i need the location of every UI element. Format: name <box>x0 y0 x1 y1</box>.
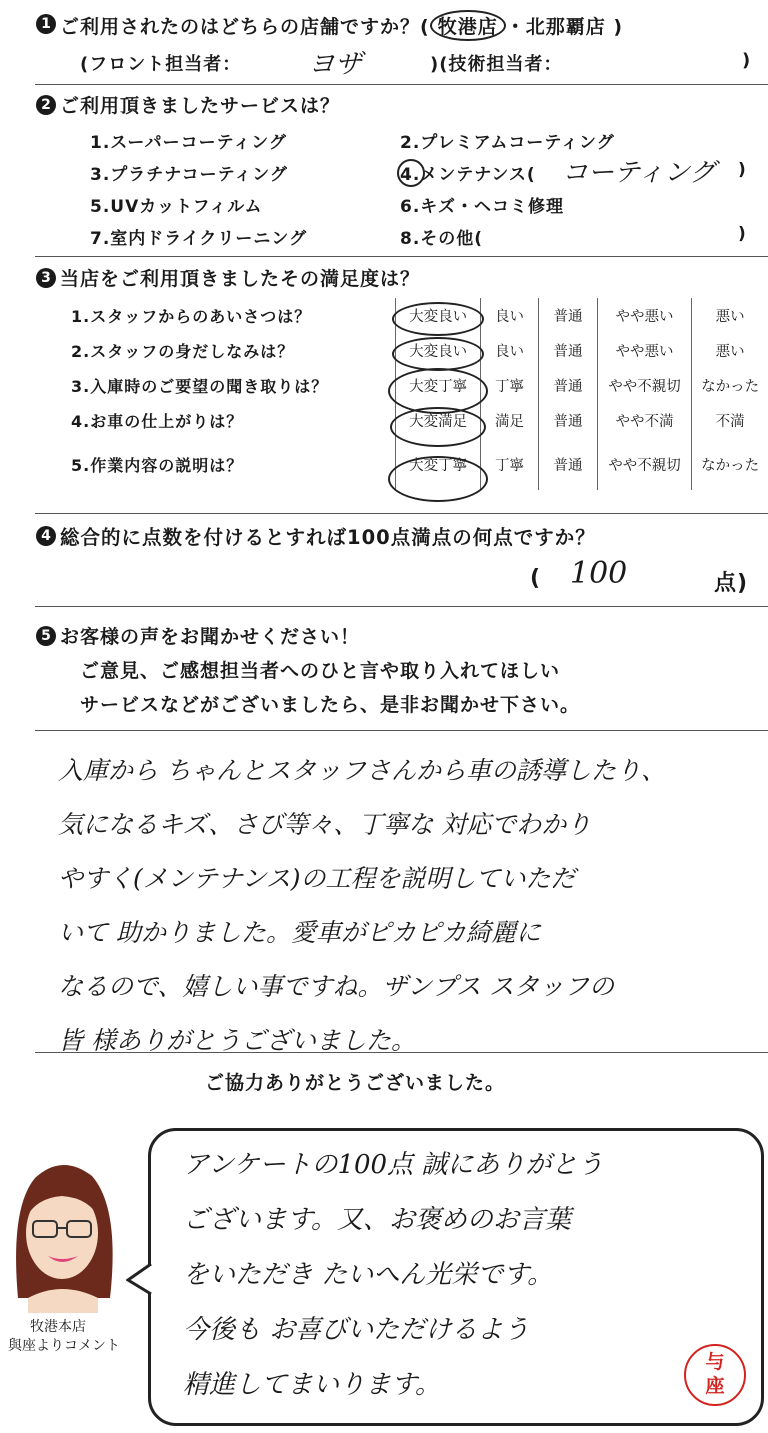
service-8-close: ) <box>738 224 747 244</box>
rating-option[interactable]: 大変良い <box>396 298 480 333</box>
rating-question: 1.スタッフからのあいさつは？ <box>71 307 312 326</box>
score-value[interactable]: 100 <box>570 556 628 591</box>
comment-line: いて 助かりました。愛車がピカピカ綺麗に <box>58 918 541 947</box>
customer-comment[interactable] <box>58 744 768 1068</box>
rating-option[interactable]: 大変良い <box>396 333 480 368</box>
comment-line: 皆 様ありがとうございました。 <box>58 1026 416 1055</box>
comment-line: なるので、嬉しい事ですね。ザンプス スタッフの <box>58 972 614 1001</box>
store-option-makiminato[interactable]: 牧港店 <box>430 10 506 41</box>
q3-title: 当店をご利用頂きましたその満足度は？ <box>60 268 421 290</box>
service-2[interactable]: 2.プレミアムコーティング <box>400 133 615 153</box>
front-staff-value[interactable]: ヨザ <box>308 49 362 80</box>
service-3[interactable]: 3.プラチナコーティング <box>90 165 288 185</box>
rating-question: 3.入庫時のご要望の聞き取りは？ <box>71 377 329 396</box>
q5-title: お客様の声をお聞かせください！ <box>60 626 361 648</box>
question-4-number: 4 <box>36 526 56 546</box>
divider <box>35 606 768 607</box>
rating-option[interactable]: やや不満 <box>597 403 692 438</box>
rating-option[interactable]: 大変丁寧 <box>396 438 480 490</box>
q1-close: ) <box>613 16 624 38</box>
q5-desc-line-1: ご意見、ご感想担当者へのひと言や取り入れてほしい <box>80 660 561 682</box>
service-8[interactable]: 8.その他( <box>400 229 484 249</box>
staff-reply-line: 今後も お喜びいただけるよう <box>183 1315 530 1345</box>
rating-option[interactable]: やや悪い <box>597 298 692 333</box>
rating-selected-circle <box>390 407 486 447</box>
q5-desc-line-2: サービスなどがございましたら、是非お聞かせ下さい。 <box>80 694 581 716</box>
service-7[interactable]: 7.室内ドライクリーニング <box>90 229 308 249</box>
rating-question: 5.作業内容の説明は？ <box>71 455 244 475</box>
store-option-kitanaha[interactable]: 北那覇店 <box>525 16 606 38</box>
comment-line: 気になるキズ、さび等々、丁寧な 対応でわかり <box>58 810 592 839</box>
rating-option[interactable]: やや不親切 <box>597 438 692 490</box>
comment-line: 入庫から ちゃんとスタッフさんから車の誘導したり、 <box>58 756 666 785</box>
service-1[interactable]: 1.スーパーコーティング <box>90 133 287 153</box>
question-2-number: 2 <box>36 95 56 115</box>
stamp-char: 与 <box>705 1351 725 1373</box>
rating-option[interactable]: 満足 <box>480 403 538 438</box>
rating-option[interactable]: 普通 <box>539 298 597 333</box>
stamp-char: 座 <box>705 1375 725 1397</box>
rating-selected-circle <box>392 337 484 371</box>
service-4[interactable]: 4.メンテナンス( <box>400 165 536 185</box>
comment-line: やすく(メンテナンス)の工程を説明していただ <box>58 864 576 893</box>
rating-question: 2.スタッフの身だしなみは？ <box>71 342 295 361</box>
rating-option[interactable]: 大変丁寧 <box>396 368 480 403</box>
thanks-message: ご協力ありがとうございました。 <box>205 1072 506 1094</box>
q2-title: ご利用頂きましたサービスは？ <box>60 95 341 117</box>
service-5[interactable]: 5.UVカットフィルム <box>90 197 263 217</box>
rating-option[interactable]: 良い <box>480 298 538 333</box>
rating-option[interactable]: やや不親切 <box>597 368 692 403</box>
staff-reply-line: ございます。又、お褒めのお言葉 <box>183 1205 571 1235</box>
service-4-close: ) <box>738 160 747 180</box>
rating-option[interactable]: 普通 <box>539 333 597 368</box>
rating-option[interactable]: なかった <box>692 368 768 403</box>
score-unit: 点) <box>714 571 749 596</box>
question-5-number: 5 <box>36 626 56 646</box>
rating-option[interactable]: 普通 <box>539 368 597 403</box>
staff-reply-line: 精進してまいります。 <box>183 1370 441 1400</box>
q1-question: ご利用されたのはどちらの店舗ですか？( <box>60 16 430 38</box>
question-3-number: 3 <box>36 268 56 288</box>
rating-option[interactable]: 丁寧 <box>480 368 538 403</box>
staff-reply-line: アンケートの100点 誠にありがとう <box>183 1150 604 1180</box>
rating-option[interactable]: 普通 <box>539 403 597 438</box>
staff-store: 牧港本店 <box>30 1319 86 1335</box>
rating-option[interactable]: 大変満足 <box>396 403 480 438</box>
bubble-tail <box>126 1262 156 1296</box>
divider <box>35 730 768 731</box>
q1-title <box>60 10 623 41</box>
rating-option[interactable]: 良い <box>480 333 538 368</box>
front-staff-label: (フロント担当者： <box>80 54 242 75</box>
service-4-value[interactable]: コーティング <box>562 158 716 188</box>
tech-staff-close: ) <box>742 50 752 71</box>
rating-option[interactable]: 丁寧 <box>480 438 538 490</box>
rating-option[interactable]: 悪い <box>692 298 768 333</box>
divider <box>35 84 768 85</box>
question-1-number: 1 <box>36 14 56 34</box>
service-6[interactable]: 6.キズ・ヘコミ修理 <box>400 197 564 217</box>
rating-option[interactable]: 悪い <box>692 333 768 368</box>
name-stamp <box>684 1344 746 1406</box>
rating-question: 4.お車の仕上がりは？ <box>71 412 244 431</box>
q4-title: 総合的に点数を付けるとすれば100点満点の何点ですか？ <box>60 526 596 549</box>
divider <box>35 513 768 514</box>
divider <box>35 1052 768 1053</box>
store-separator: ・ <box>505 16 526 38</box>
divider <box>35 256 768 257</box>
tech-staff-label: )(技術担当者： <box>430 54 563 75</box>
rating-option[interactable]: 不満 <box>692 403 768 438</box>
staff-comment-by: 與座よりコメント <box>8 1338 120 1354</box>
rating-option[interactable]: なかった <box>692 438 768 490</box>
rating-option[interactable]: 普通 <box>539 438 597 490</box>
rating-selected-circle <box>388 456 488 502</box>
rating-option[interactable]: やや悪い <box>597 333 692 368</box>
staff-avatar <box>0 1148 125 1313</box>
score-open: ( <box>530 566 542 591</box>
staff-reply-line: をいただき たいへん光栄です。 <box>183 1260 554 1290</box>
rating-selected-circle <box>392 302 484 336</box>
